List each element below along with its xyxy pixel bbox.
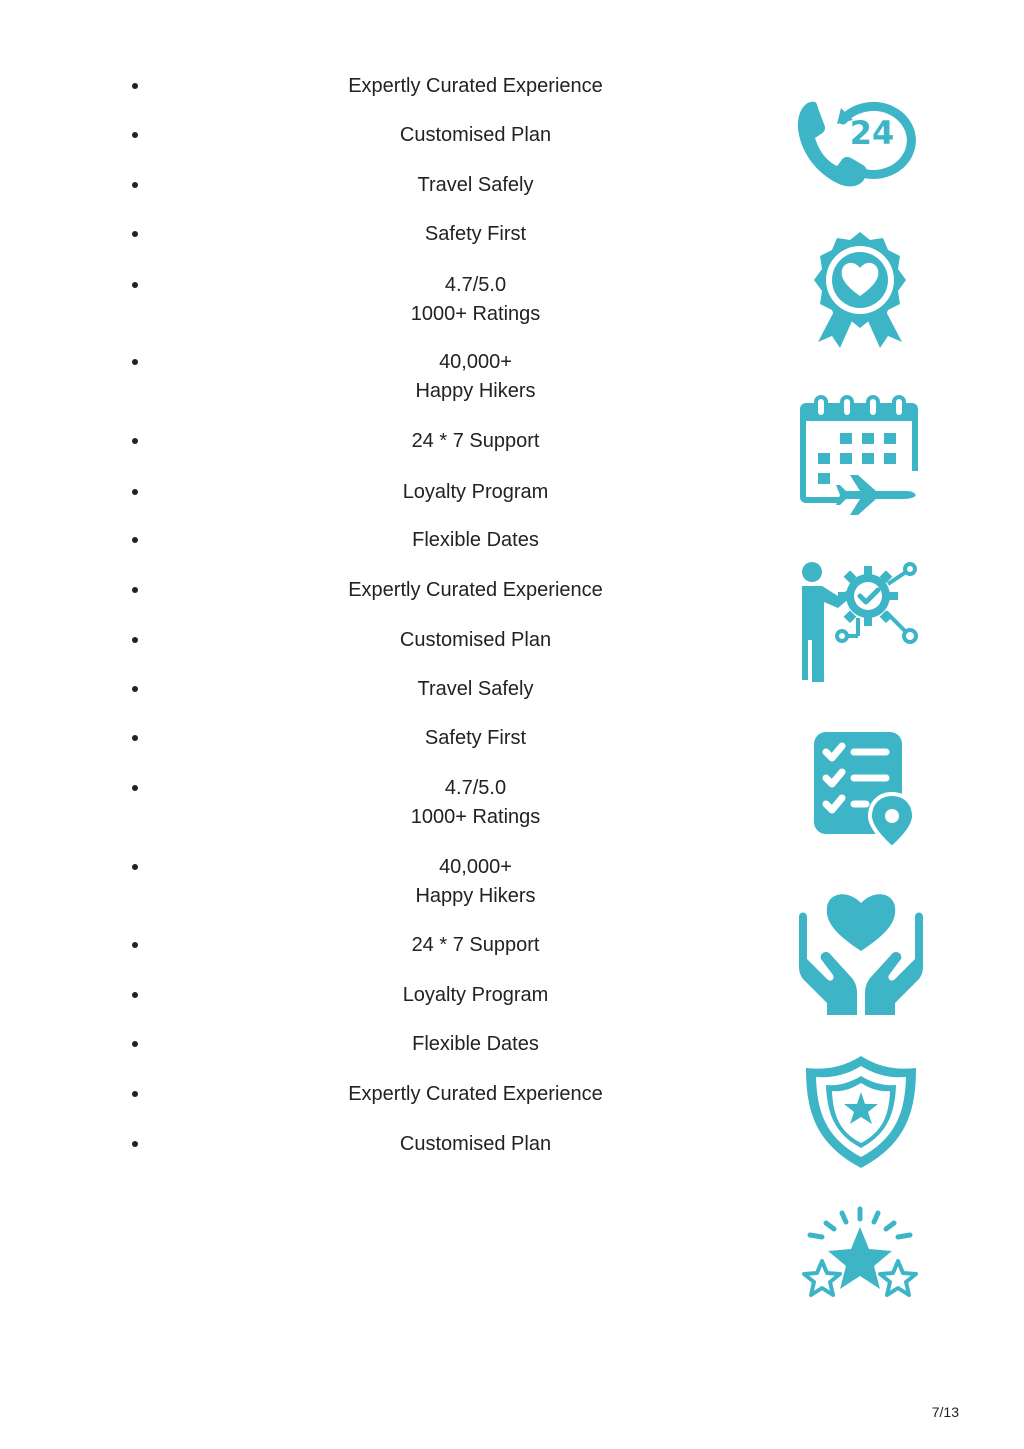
list-item-line: 24 * 7 Support	[411, 934, 540, 956]
list-item-line: Flexible Dates	[412, 1033, 539, 1055]
list-item-line: Customised Plan	[399, 1133, 552, 1155]
stars-icon	[796, 1205, 924, 1305]
person-gear-network-icon	[798, 560, 923, 685]
list-item-line: Customised Plan	[399, 629, 552, 651]
bullet	[132, 359, 138, 365]
list-item-label	[190, 576, 761, 605]
list-item-line: 1000+ Ratings	[410, 303, 541, 325]
list-item-line: Customised Plan	[399, 124, 552, 146]
list-item-label	[190, 774, 761, 832]
list-item-line: Flexible Dates	[412, 529, 539, 551]
heart-badge-icon	[810, 230, 910, 350]
list-item-label	[190, 121, 761, 150]
bullet	[132, 686, 138, 692]
list-item-label	[190, 853, 761, 911]
list-item-label	[190, 724, 761, 753]
bullet	[132, 637, 138, 643]
list-item-label	[190, 1080, 761, 1109]
bullet	[132, 992, 138, 998]
list-item-line: Happy Hikers	[415, 885, 536, 907]
phone-24-icon	[795, 90, 925, 190]
list-item-label	[190, 271, 761, 329]
calendar-plane-icon	[798, 395, 923, 517]
list-item-label	[190, 427, 761, 456]
bullet	[132, 132, 138, 138]
list-item-line: Expertly Curated Experience	[348, 579, 603, 601]
bullet	[132, 864, 138, 870]
bullet	[132, 785, 138, 791]
list-item-label	[190, 675, 761, 704]
list-item-line: Safety First	[424, 223, 527, 245]
list-item-line: Expertly Curated Experience	[348, 75, 603, 97]
list-item-line: 1000+ Ratings	[410, 806, 541, 828]
list-item-label	[190, 171, 761, 200]
list-item-line: 40,000+	[439, 351, 512, 373]
list-item-label	[190, 526, 761, 555]
bullet	[132, 1041, 138, 1047]
list-item-line: Expertly Curated Experience	[348, 1083, 603, 1105]
bullet	[132, 182, 138, 188]
bullet	[132, 231, 138, 237]
bullet	[132, 1141, 138, 1147]
bullet	[132, 438, 138, 444]
hands-heart-icon	[797, 887, 925, 1015]
list-item-line: Travel Safely	[417, 678, 534, 700]
support-badge-text: 24	[849, 114, 895, 152]
list-item-line: Loyalty Program	[402, 984, 549, 1006]
list-item-label	[190, 72, 761, 101]
list-item-line: Happy Hikers	[415, 380, 536, 402]
list-item-line: 4.7/5.0	[444, 777, 507, 799]
bullet	[132, 83, 138, 89]
list-item-line: Loyalty Program	[402, 481, 549, 503]
list-item-line: Travel Safely	[417, 174, 534, 196]
list-item-label	[190, 348, 761, 406]
checklist-location-icon	[812, 730, 917, 848]
list-item-label	[190, 931, 761, 960]
list-item-line: 40,000+	[439, 856, 512, 878]
bullet	[132, 537, 138, 543]
shield-star-icon	[802, 1052, 920, 1170]
list-item-label	[190, 478, 761, 507]
list-item-line: Safety First	[424, 727, 527, 749]
bullet	[132, 587, 138, 593]
bullet	[132, 942, 138, 948]
list-item-line: 24 * 7 Support	[411, 430, 540, 452]
bullet	[132, 489, 138, 495]
list-item-label	[190, 220, 761, 249]
list-item-label	[190, 981, 761, 1010]
list-item-label	[190, 626, 761, 655]
bullet	[132, 1091, 138, 1097]
bullet	[132, 282, 138, 288]
list-item-line: 4.7/5.0	[444, 274, 507, 296]
page-number: 7/13	[931, 1404, 959, 1420]
list-item-label	[190, 1030, 761, 1059]
list-item-label	[190, 1130, 761, 1159]
bullet	[132, 735, 138, 741]
